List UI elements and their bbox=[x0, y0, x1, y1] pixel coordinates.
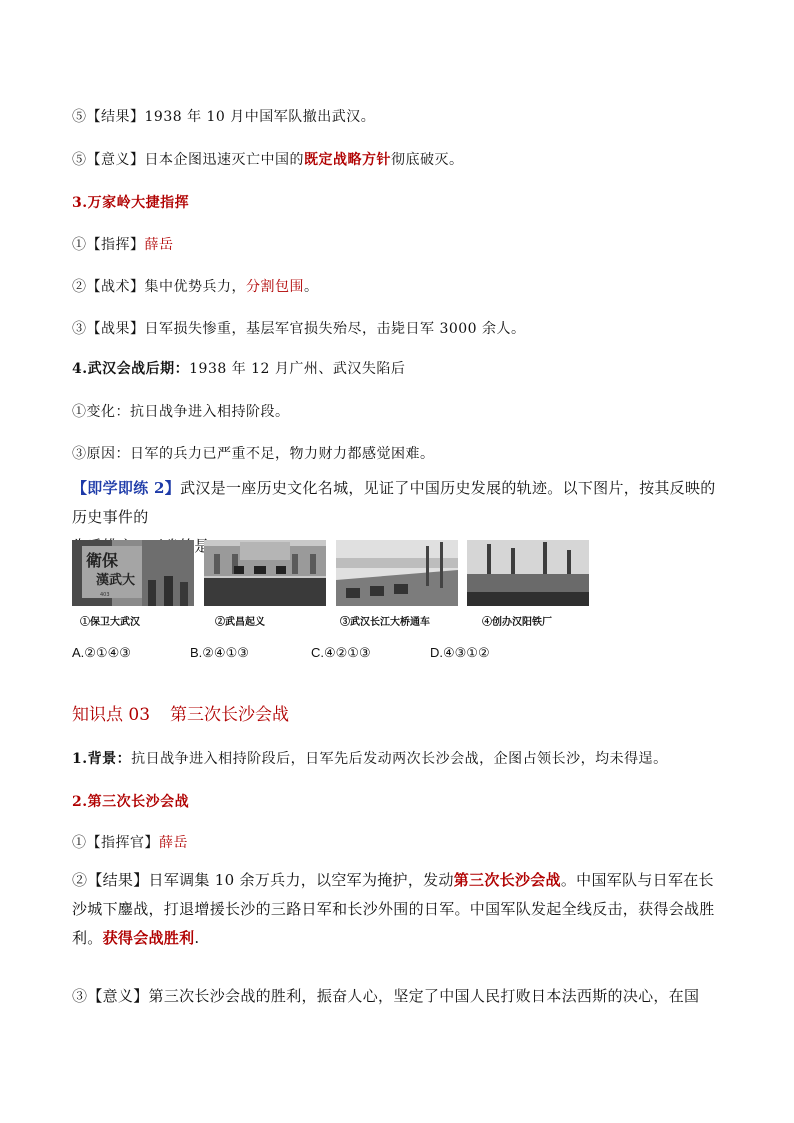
caption-2: ②武昌起义 bbox=[215, 617, 265, 628]
reason-line: ③原因：日军的兵力已严重不足，物力财力都感觉困难。 bbox=[72, 446, 435, 462]
svg-text:衛保: 衛保 bbox=[86, 551, 119, 570]
svg-text:漢武大: 漢武大 bbox=[96, 573, 136, 588]
practice-question: 【即学即练 2】武汉是一座历史文化名城，见证了中国历史发展的轨迹。以下图片，按其反映的历史事件的 bbox=[72, 479, 716, 526]
svg-text:403: 403 bbox=[100, 592, 110, 598]
photo-defend-wuhan bbox=[72, 540, 194, 606]
significance-line: ⑤【意义】日本企图迅速灭亡中国的既定战略方针彻底破灭。 bbox=[72, 152, 464, 168]
background-line: 1.背景：抗日战争进入相持阶段后，日军先后发动两次长沙会战，企图占领长沙，均未得逞。 bbox=[72, 751, 668, 767]
practice-tag: 【即学即练 2】 bbox=[72, 479, 181, 497]
caption-3: ③武汉长江大桥通车 bbox=[340, 617, 430, 628]
change-line: ①变化：抗日战争进入相持阶段。 bbox=[72, 404, 290, 420]
caption-4: ④创办汉阳铁厂 bbox=[482, 617, 552, 628]
strategy-highlight: 既定战略方针 bbox=[304, 152, 391, 168]
third-changsha-heading: 2.第三次长沙会战 bbox=[72, 794, 190, 810]
changsha-commander-line: ①【指挥官】薛岳 bbox=[72, 835, 188, 851]
option-b[interactable]: B.②④①③ bbox=[190, 645, 249, 660]
victory-highlight: 获得会战胜利 bbox=[102, 929, 195, 947]
option-c[interactable]: C.④②①③ bbox=[311, 645, 371, 660]
commander-line: ①【指挥】薛岳 bbox=[72, 237, 174, 253]
battle-highlight: 第三次长沙会战 bbox=[453, 871, 561, 889]
photo-wuchang-uprising bbox=[204, 540, 326, 606]
photo-hanyang-ironworks bbox=[467, 540, 589, 606]
caption-1: ①保卫大武汉 bbox=[80, 617, 140, 628]
section-heading: 知识点 03 第三次长沙会战 bbox=[72, 705, 290, 725]
tactics-line: ②【战术】集中优势兵力，分割包围。 bbox=[72, 279, 319, 295]
photo-yangtze-bridge bbox=[336, 540, 458, 606]
late-wuhan-line: 4.武汉会战后期：1938 年 12 月广州、武汉失陷后 bbox=[72, 361, 406, 377]
result-line: ⑤【结果】1938 年 10 月中国军队撤出武汉。 bbox=[72, 109, 376, 125]
war-results-line: ③【战果】日军损失惨重，基层军官损失殆尽，击毙日军 3000 余人。 bbox=[72, 321, 526, 337]
changsha-result-paragraph: ②【结果】日军调集 10 余万兵力，以空军为掩护，发动第三次长沙会战。中国军队与日军在长沙城下鏖战，打退增援长沙的三路日军和长沙外围的日军。中国军队发起全线反击，获得会战胜利。获得会战胜利. bbox=[72, 871, 715, 947]
option-d[interactable]: D.④③①② bbox=[430, 645, 490, 660]
option-a[interactable]: A.②①④③ bbox=[72, 645, 131, 660]
wanjialing-heading: 3.万家岭大捷指挥 bbox=[72, 195, 190, 211]
changsha-significance-line: ③【意义】第三次长沙会战的胜利，振奋人心，坚定了中国人民打败日本法西斯的决心，在国 bbox=[72, 987, 700, 1005]
